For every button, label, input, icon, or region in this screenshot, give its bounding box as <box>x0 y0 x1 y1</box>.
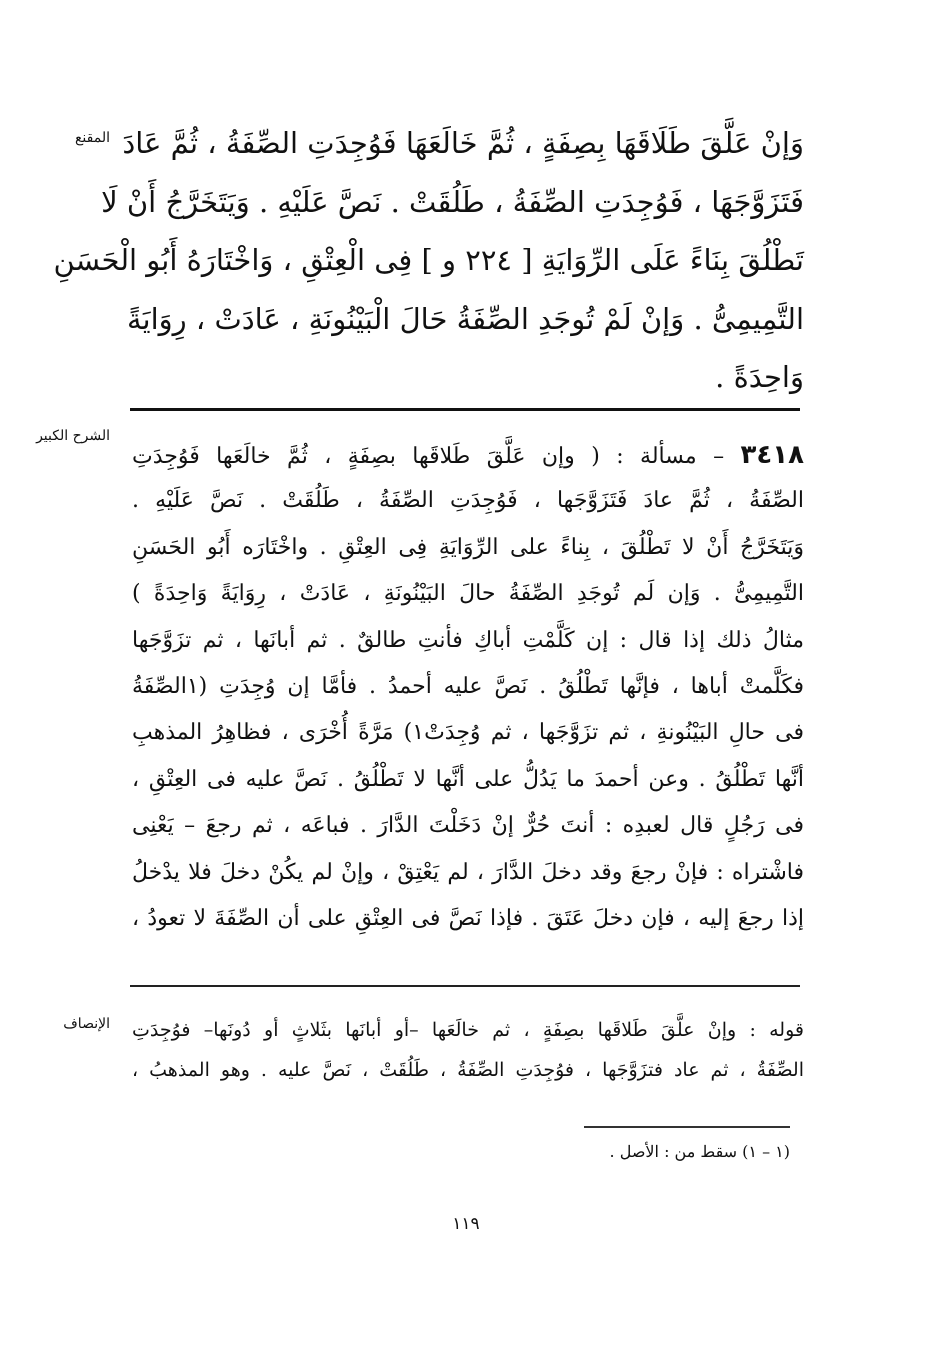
sharh-text <box>132 432 804 942</box>
page-number: ١١٩ <box>452 1214 480 1234</box>
muqni-line: فَتَزَوَّجَهَا ، فَوُجِدَتِ الصِّفَةُ ، طَلُقَتْ . نَصَّ عَلَيْهِ . وَيَتَخَرَّجُ أَنْ لَا <box>101 184 804 219</box>
sharh-line: فاشْتراه : فإنْ رجعَ وقد دخلَ الدَّارَ ، لم يَعْتِقْ ، وإنْ لم يكُنْ دخلَ فلا يدْخلُ <box>132 859 804 885</box>
muqni-label: المقنع <box>74 130 110 146</box>
sharh-line: مثالُ ذلك إذا قال : إن كَلَّمْتِ أباكِ فأنتِ طالقٌ . ثم أبانَها ، ثم تزَوَّجَها <box>132 627 804 653</box>
sharh-line: الصِّفَةُ ، ثُمَّ عادَ فَتَزَوَّجَها ، فَوُجِدَتِ الصِّفَةُ ، طَلُقَتْ . نَصَّ عَلَيْهِ . <box>132 488 804 514</box>
sharh-label: الشرح الكبير <box>36 428 110 444</box>
sharh-line: فكَلَّمتْ أباها ، فإنَّها تَطْلُقُ . نَصَّ عليه أحمدُ . فأمَّا إن وُجِدَتِ (١الصِّفَةُ <box>132 673 804 699</box>
muqni-line: تَطْلُقَ بِنَاءً عَلَى الرِّوَايَةِ [ ٢٢٤ و ] فِى الْعِتْقِ ، وَاخْتَارَهُ أَبُو الْحَسَنِ <box>53 243 804 277</box>
muqni-line: وَإنْ عَلَّقَ طَلَاقَهَا بِصِفَةٍ ، ثُمَّ خَالَعَهَا فَوُجِدَتِ الصِّفَةُ ، ثُمَّ عَادَ <box>122 126 804 160</box>
sharh-line: وَيَتَخَرَّجُ أَنْ لا تَطْلُقَ ، بِناءً على الرِّوَايَةِ فِى العِتْقِ . واخْتَارَه أَبُو الحَسَنِ <box>132 534 804 560</box>
section-divider <box>130 985 800 987</box>
sharh-line: فى حالِ البَيْنُونةِ ، ثم تزَوَّجَها ، ثم وُجِدَتْ١) مَرَّةً أُخْرَى ، فظاهِرُ المذهبِ <box>132 720 804 746</box>
muqni-line: وَاحِدَةً . <box>715 360 804 394</box>
sharh-line: إذا رجعَ إليه ، فإن دخلَ عَتَقَ . فإذا نَصَّ فى العِتْقِ على أن الصِّفَةَ لا تعودُ ، <box>132 905 804 931</box>
sharh-first-line-text: – مسألة : ( وإن عَلَّقَ طَلاقَها بصِفَةٍ ، ثُمَّ خالَعَها فَوُجِدَتِ <box>132 444 725 469</box>
footnote: (١ – ١) سقط من : الأصل . <box>609 1142 790 1161</box>
sharh-line: التَّمِيمِىُّ . وَإن لَم تُوجَدِ الصِّفَةُ حالَ البَيْنُونَةِ ، عَادَتْ ، رِوَايَةً وَاحِدَةً ) <box>132 581 804 607</box>
insaf-label: الإنصاف <box>63 1016 110 1032</box>
sharh-line: فى رَجُلٍ قال لعبدِه : أنتَ حُرٌّ إنْ دَخَلْتَ الدَّارَ . فباعَه ، ثم رجعَ – يَعْنِى <box>132 813 804 839</box>
section-divider <box>130 408 800 411</box>
insaf-line: الصِّفَةُ ، ثم عاد فتزَوَّجَها ، فوُجِدَتِ الصِّفَةُ ، طَلُقَتْ ، نَصَّ عليه . وهو المذهبُ ، <box>132 1059 804 1081</box>
sharh-first-line <box>132 432 804 478</box>
muqni-line: التَّمِيمِىُّ . وَإنْ لَمْ تُوجَدِ الصِّفَةُ حَالَ الْبَيْنُونَةِ ، عَادَتْ ، رِوَايَةً <box>126 301 804 336</box>
footnote-divider <box>584 1126 790 1128</box>
insaf-line: قوله : وإنْ علَّقَ طَلاقَها بصِفَةٍ ، ثم خالَعَها –أو أبانَها بثَلاثٍ أو دُونَها– فوُجِدَتِ <box>132 1019 804 1041</box>
insaf-text <box>132 1010 804 1090</box>
sharh-line: أنَّها تَطْلُقُ . وعن أحمدَ ما يَدُلُّ على أنَّها لا تَطْلُقُ . نَصَّ عليه فى العِتْقِ ، <box>132 766 804 792</box>
issue-number: ٣٤١٨ <box>740 440 804 470</box>
